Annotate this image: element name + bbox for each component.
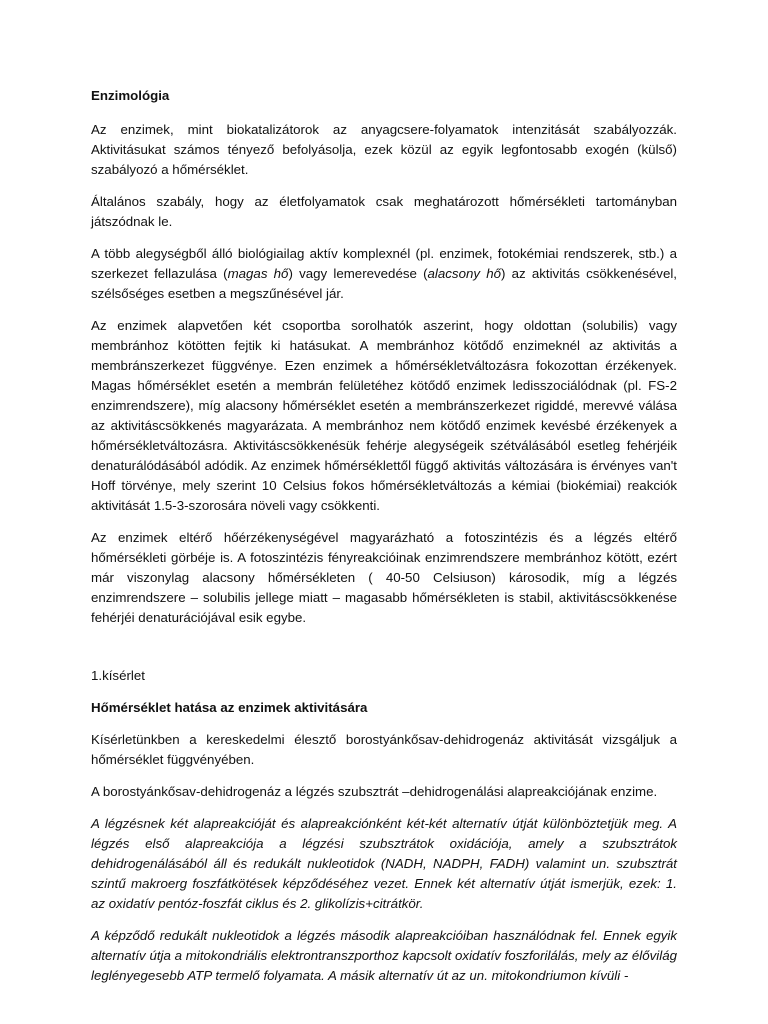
- paragraph-text: ) vagy lemerevedése (: [288, 266, 428, 281]
- italic-term-high-heat: magas hő: [227, 266, 289, 281]
- experiment-label: 1.kísérlet: [91, 668, 145, 683]
- paragraph-text: ) az aktivitás csökkenésével, szélsőséges esetben a megszűnésével jár.: [91, 266, 677, 301]
- experiment-title: Hőmérséklet hatása az enzimek aktivitására: [91, 700, 368, 715]
- paragraph-respiration-reactions: A légzésnek két alapreakcióját és alapreakciónként két-két alternatív útját különböztetjük meg. A légzés első alapreakciója a légzési szubsztrátok oxidációja, amely a szubsztrátok dehidrogenálásából áll és redukált nukleotidok (NADH, NADPH, FADH) valamint un. szubsztrát szintű makroerg foszfátkötések képződéséhez vezet. Ennek két alternatív útját ismerjük, ezek: 1. az oxidatív pentóz-foszfát ciklus és 2. glikolízis+citrátkör.: [91, 816, 677, 911]
- paragraph-photosynthesis: Az enzimek eltérő hőérzékenységével magyarázható a fotoszintézis és a légzés eltérő hőmérsékleti görbéje is. A fotoszintézis fényreakcióinak enzimrendszere membránhoz kötött, ezért már viszonylag alacsony hőmérsékleten ( 40-50 Celsiuson) károsodik, míg a légzés enzimrendszere – solubilis jellege miatt – magasabb hőmérsékleten is stabil, aktivitáscsökkenése fehérjéi denaturációjával esik egybe.: [91, 530, 677, 625]
- paragraph-text: A több alegységből álló biológiailag aktív komplexnél (pl. enzimek, fotokémiai rendszerek, stb.) a szerkezet fellazulása (: [91, 246, 677, 281]
- italic-term-low-heat: alacsony hő: [427, 266, 501, 281]
- paragraph-reduced-nucleotides: A képződő redukált nukleotidok a légzés második alapreakcióiban használódnak fel. Ennek egyik alternatív útja a mitokondriális elektrontranszporthoz kapcsolt oxidatív foszforilálás, mely az élővilág leglényegesebb ATP termelő folyamata. A másik alternatív út az un. mitokondriumon kívüli -: [91, 928, 677, 983]
- paragraph-experiment-description: Kísérletünkben a kereskedelmi élesztő borostyánkősav-dehidrogenáz aktivitását vizsgáljuk a hőmérséklet függvényében.: [91, 732, 677, 767]
- paragraph-enzyme-role: A borostyánkősav-dehidrogenáz a légzés szubsztrát –dehidrogenálási alapreakciójának enzime.: [91, 784, 658, 799]
- paragraph-complex-structure: [91, 244, 677, 304]
- paragraph-enzyme-groups: Az enzimek alapvetően két csoportba sorolhatók aszerint, hogy oldottan (solubilis) vagy membránhoz kötötten fejtik ki hatásukat. A membránhoz kötődő enzimeknél az aktivitás a membránszerkezet függvénye. Ezen enzimek a hőmérsékletváltozásra fokozottan érzékenyek. Magas hőmérséklet esetén a membrán felületéhez kötődő enzimek ledisszociálódnak (pl. FS-2 enzimrendszere), míg alacsony hőmérséklet esetén a membránszerkezet rigiddé, merevvé válása az aktivitáscsökkenés magyarázata. A membránhoz nem kötődő enzimek kevésbé érzékenyek a hőmérsékletváltozásra. Aktivitáscsökkenésük fehérje alegységeik szétválásából esetleg fehérjéik denaturálódásából adódik. Az enzimek hőmérséklettől függő aktivitás változására is érvényes van't Hoff törvénye, mely szerint 10 Celsius fokos hőmérsékletváltozás a kémiai (biokémiai) reakciók aktivitását 1.5-3-szorosára növeli vagy csökkenti.: [91, 318, 677, 513]
- spacer: [91, 640, 677, 666]
- document-title: Enzimológia: [91, 88, 170, 103]
- paragraph-intro: Az enzimek, mint biokatalizátorok az anyagcsere-folyamatok intenzitását szabályozzák. Aktivitásukat számos tényező befolyásolja, ezek közül az egyik legfontosabb exogén (külső) szabályozó a hőmérséklet.: [91, 122, 677, 177]
- paragraph-general-rule: Általános szabály, hogy az életfolyamatok csak meghatározott hőmérsékleti tartományban játszódnak le.: [91, 194, 677, 229]
